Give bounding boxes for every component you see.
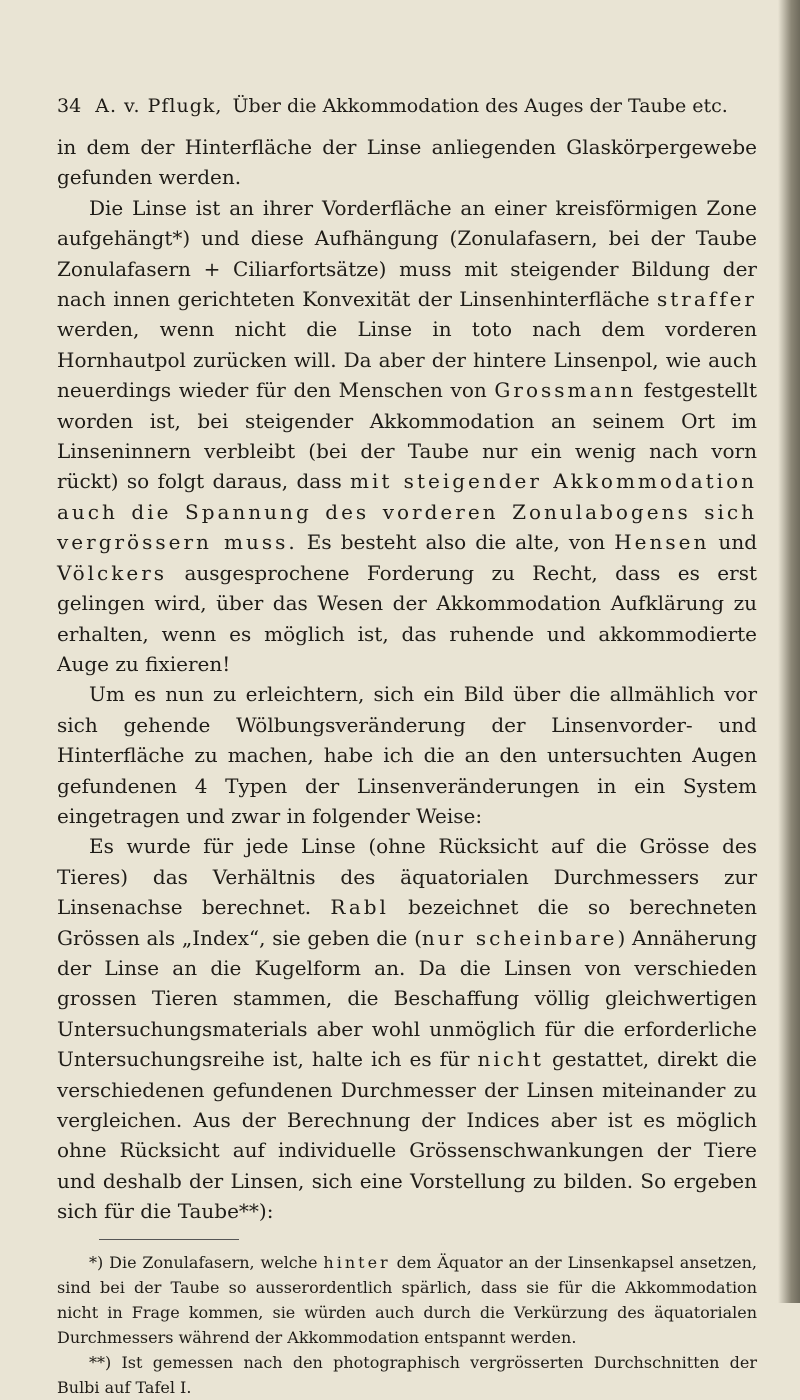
author-name-rabl: Rabl bbox=[330, 895, 389, 920]
paragraph-3: Um es nun zu erleichtern, sich ein Bild über die allmählich vor sich gehende Wölbungsveränderung der Linsenvorder- und Hinterfläche zu machen, habe ich die an den untersuchten Augen gefundenen 4 Typen der Linsenveränderungen in ein System eingetragen und zwar in folgender Weise: bbox=[57, 682, 757, 828]
author-name-voelckers: Völckers bbox=[57, 560, 168, 585]
emphasis-hinter: hinter bbox=[323, 1252, 391, 1272]
footnotes bbox=[57, 1250, 757, 1400]
running-header bbox=[57, 92, 757, 120]
emphasis-nur-scheinbare: nur scheinbare bbox=[421, 925, 618, 950]
paragraph-1: in dem der Hinterfläche der Linse anliegenden Glaskörpergewebe gefunden werden. bbox=[57, 135, 757, 190]
body-text bbox=[57, 132, 757, 1227]
page-edge-shadow bbox=[778, 0, 800, 1303]
emphasis-nicht: nicht bbox=[477, 1047, 544, 1072]
book-page bbox=[57, 92, 757, 1400]
author-name-hensen: Hensen bbox=[614, 530, 710, 555]
footnote-2: **) Ist gemessen nach den photographisch vergrösserten Durchschnitten der Bulbi auf Tafel I. bbox=[57, 1352, 757, 1397]
header-title: Über die Akkommodation des Auges der Taube etc. bbox=[232, 95, 728, 117]
paragraph-2: Die Linse ist an ihrer Vorderfläche an einer kreisförmigen Zone aufgehängt*) und diese Aufhängung (Zonulafasern, bei der Taube Zonulafasern + Ciliarfortsätze) muss mit steigender Bildung der nach innen gerichteten Konvexität der Linsenhinterfläche straffer werden, wenn nicht die Linse in toto nach dem vorderen Hornhautpol zurücken will. Da aber der hintere Linsenpol, wie auch neuerdings wieder für den Menschen von Grossmann festgestellt worden ist, bei steigender Akkommodation an seinem Ort im Linseninnern verbleibt (bei der Taube nur ein wenig nach vorn rückt) so folgt daraus, dass mit steigender Akkommodation auch die Spannung des vorderen Zonulabogens sich vergrössern muss. Es besteht also die alte, von Hensen und Völckers ausgesprochene Forderung zu Recht, dass es erst gelingen wird, über das Wesen der Akkommodation Aufklärung zu erhalten, wenn es möglich ist, das ruhende und akkommodierte Auge zu fixieren! bbox=[57, 195, 758, 676]
emphasis-straffer: straffer bbox=[657, 287, 757, 312]
paragraph-4: Es wurde für jede Linse (ohne Rücksicht auf die Grösse des Tieres) das Verhältnis des äquatorialen Durchmessers zur Linsenachse berechnet. Rabl bezeichnet die so berechneten Grössen als „Index“, sie geben die (nur scheinbare) Annäherung der Linse an die Kugelform an. Da die Linsen von verschieden grossen Tieren stammen, die Beschaffung völlig gleichwertigen Untersuchungsmaterials aber wohl unmöglich für die erforderliche Untersuchungsreihe ist, halte ich es für nicht gestattet, direkt die verschiedenen gefundenen Durchmesser der Linsen miteinander zu vergleichen. Aus der Berechnung der Indices aber ist es möglich ohne Rücksicht auf individuelle Grössenschwankungen der Tiere und deshalb der Linsen, sich eine Vorstellung zu bilden. So ergeben sich für die Taube**): bbox=[57, 834, 757, 1224]
author-name-grossmann: Grossmann bbox=[494, 378, 637, 403]
footnote-1: *) Die Zonulafasern, welche hinter dem Äquator an der Linsenkapsel ansetzen, sind bei der Taube so ausserordentlich spärlich, dass sie für die Akkommodation nicht in Frage kommen, sie würden auch durch die Verkürzung des äquatorialen Durchmessers während der Akkommodation entspannt werden. bbox=[57, 1252, 758, 1347]
footnote-divider bbox=[99, 1239, 239, 1240]
header-author: A. v. Pflugk, bbox=[95, 95, 223, 117]
emphasis-conclusion: mit steigender Akkommodation auch die Spannung des vorderen Zonulabogens sich vergrössern muss. bbox=[57, 469, 758, 555]
page-number: 34 bbox=[57, 95, 82, 117]
